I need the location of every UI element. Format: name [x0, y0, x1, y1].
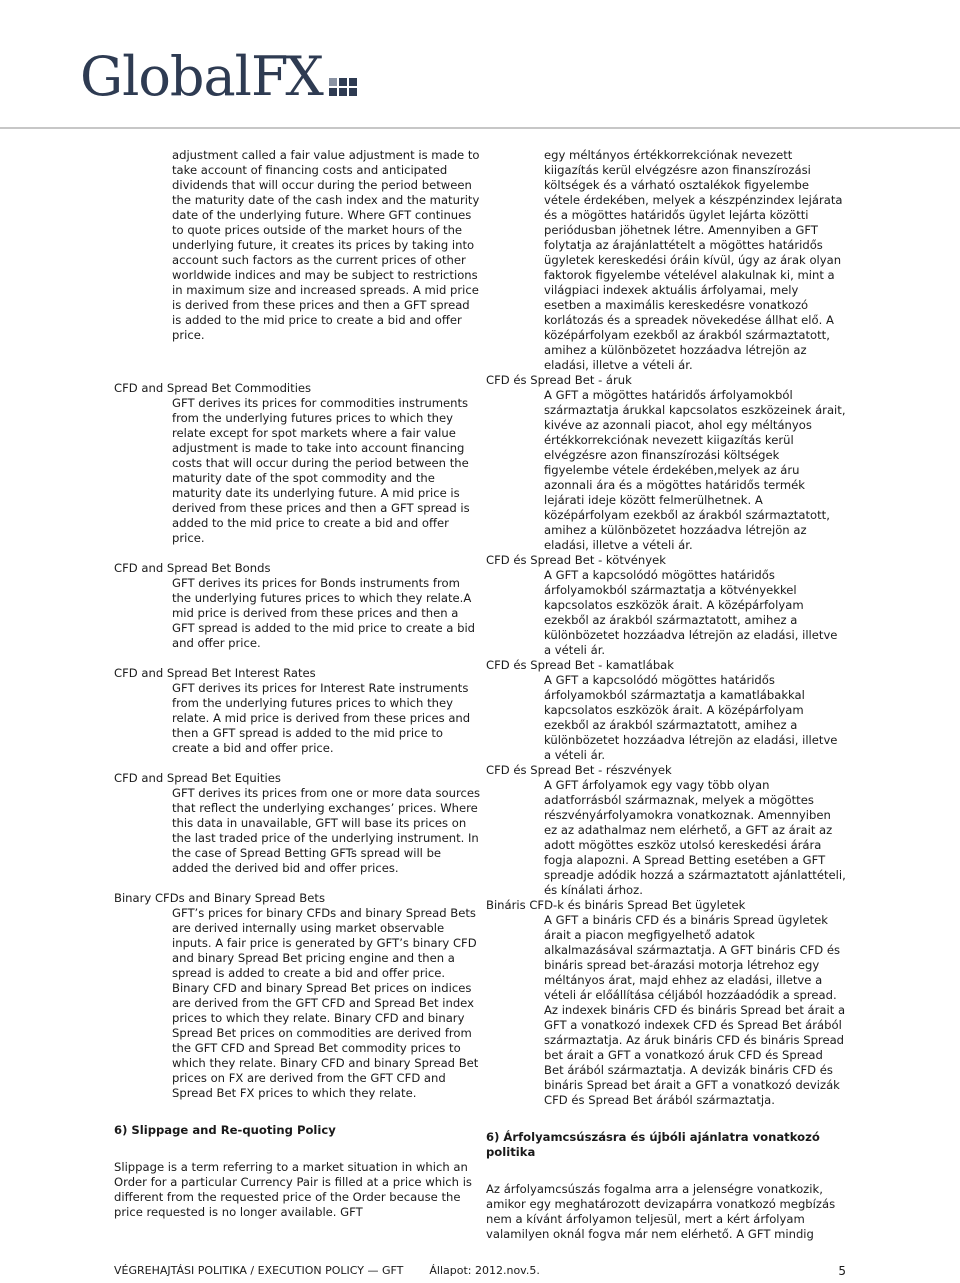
- logo-squares-icon: [329, 78, 357, 96]
- section-binary: [114, 891, 480, 1101]
- section-kotvenyek: [486, 553, 846, 658]
- footer-title: VÉGREHAJTÁSI POLITIKA / EXECUTION POLICY — GFT: [114, 1264, 404, 1277]
- section-commodities: [114, 381, 480, 546]
- section-body: GFT derives its prices for commodities instruments from the underlying futures prices to which they relate except for spot markets where a fair value adjustment is made to take into account financing costs that will occur during the period between the maturity date of the spot commodity and the maturity date its underlying future. A mid price is derived from these prices and then a GFT spread is added to the mid price to create a bid and offer price.: [172, 396, 470, 545]
- section-heading: CFD and Spread Bet Bonds: [114, 561, 271, 575]
- intro-paragraph: egy méltányos értékkorrekciónak nevezett kiigazítás kerül elvégzésre azon finanszírozási költségek és a várható osztalékok figyelembe vétele érdekében, melyek a készpénzindex lejárata és a mögöttes határidős ügylet lejárta közötti periódusban jöhetnek létre. Amennyiben a GFT folytatja az árajánlattételt a mögöttes határidős ügyletek kereskedési óráin kívül, úgy az árak olyan faktorok figyelembe vételével alakulnak ki, mint a világpiaci indexek aktuális árfolyamai, mely esetben a maximális kereskedésre vonatkozó korlátozás és a spreadek növekedése állhat elő. A középárfolyam ezekből az árakból származtatott, amihez a különbözetet hozzáadva létrejön az eladási, illetve a vételi ár.: [544, 148, 843, 372]
- slippage-paragraph: Slippage is a term referring to a market situation in which an Order for a particular Currency Pair is filled at a price which is different from the requested price of the Order because the price requested is no longer available. GFT: [114, 1160, 472, 1219]
- slippage-paragraph: Az árfolyamcsúszás fogalma arra a jelenségre vonatkozik, amikor egy meghatározott devizapárra vonatkozó megbízás nem a kívánt árfolyamon teljesül, mert a kért árfolyam valamilyen oknál fogva már nem elérhető. A GFT mindig: [486, 1182, 836, 1241]
- section-heading: CFD és Spread Bet - áruk: [486, 373, 632, 387]
- section-body: GFT’s prices for binary CFDs and binary Spread Bets are derived internally using market observable inputs. A fair price is generated by GFT’s binary CFD and binary Spread Bet pricing engine and then a spread is added to create a bid and offer price. Binary CFD and binary Spread Bet prices on indices are derived from the GFT CFD and Spread Bet index prices to which they relate. Binary CFD and binary Spread Bet prices on commodities are derived from the GFT CFD and Spread Bet commodity prices to which they relate. Binary CFD and binary Spread Bet prices on FX are derived from the GFT CFD and Spread Bet FX prices to which they relate.: [172, 906, 479, 1100]
- section-body: GFT derives its prices for Bonds instruments from the underlying futures prices to which they relate.A mid price is derived from these prices and then a GFT spread is added to the mid price to create a bid and offer price.: [172, 576, 476, 650]
- section-heading: Binary CFDs and Binary Spread Bets: [114, 891, 325, 905]
- header-rule: [0, 127, 960, 129]
- page-number: 5: [838, 1264, 846, 1278]
- page-footer: [114, 1264, 846, 1278]
- section-body: A GFT a kapcsolódó mögöttes határidős árfolyamokból származtatja a kötvényekkel kapcsolatos eszközök árait. A középárfolyam ezekből az árakból származtatott, amihez a különbözetet hozzáadva létrejön az eladási, illetve a vételi ár.: [544, 568, 838, 657]
- section-body: GFT derives its prices from one or more data sources that reflect the underlying exchanges’ prices. Where this data in unavailable, GFT will base its prices on the last traded price of the underlying instrument. In the case of Spread Betting GFTs spread will be added the derived bid and offer prices.: [172, 786, 481, 875]
- globalfx-logo: [80, 34, 357, 108]
- section-body: GFT derives its prices for Interest Rate instruments from the underlying futures prices to which they relate. A mid price is derived from these prices and then a GFT spread is added to the mid price to create a bid and offer price.: [172, 681, 471, 755]
- section-body: A GFT a bináris CFD és a bináris Spread ügyletek árait a piacon megfigyelhető adatok alkalmazásával származtatja. A GFT bináris CFD és bináris spread bet-árazási motorja létrehoz egy méltányos árat, majd ehhez az eladási, illetve a vételi ár előállítása céljából hozzáadódik a spread. Az indexek bináris CFD és bináris Spread bet árait a GFT a vonatkozó indexek CFD és Spread Bet árából származtatja. Az áruk bináris CFD és bináris Spread bet árait a GFT a vonatkozó áruk CFD és Spread Bet árából származtatja. A devizák bináris CFD és bináris Spread bet árait a GFT a vonatkozó devizák CFD és Spread Bet árából származtatja.: [544, 913, 846, 1107]
- section-body: A GFT árfolyamok egy vagy több olyan adatforrásból származnak, melyek a mögöttes részvényárfolyamokra vonatkoznak. Amennyiben ez az adathalmaz nem elérhető, a GFT az árait az adott mögöttes eszköz utolsó kereskedési árára fogja alapozni. A Spread Betting esetében a GFT spreadje adódik hozzá a származtatott ajánlattételi, és kínálati árhoz.: [544, 778, 846, 897]
- logo-word: Global: [80, 45, 251, 108]
- english-column: [114, 148, 480, 1235]
- section-heading: CFD and Spread Bet Equities: [114, 771, 281, 785]
- logo-fx: FX: [250, 45, 321, 108]
- section-reszvenyek: [486, 763, 846, 898]
- section-binaris: [486, 898, 846, 1108]
- intro-paragraph: adjustment called a fair value adjustment is made to take account of financing costs and anticipated dividends that will occur during the period between the maturity date of the cash index and the maturity date of the underlying future. Where GFT continues to quote prices outside of the market hours of the underlying future, it creates its prices by taking into account such factors as the current prices of other worldwide indices and may be subject to restrictions in maximum size and increased spreads. A mid price is derived from these prices and then a GFT spread is added to the mid price to create a bid and offer price.: [172, 148, 480, 342]
- section-equities: [114, 771, 480, 876]
- section-kamatlabak: [486, 658, 846, 763]
- section-heading: CFD and Spread Bet Commodities: [114, 381, 312, 395]
- section-body: A GFT a kapcsolódó mögöttes határidős árfolyamokból származtatja a kamatlábakkal kapcsolatos eszközök árait. A középárfolyam ezekből az árakból származtatott, amihez a különbözetet hozzáadva létrejön az eladási, illetve a vételi ár.: [544, 673, 838, 762]
- section-heading: Bináris CFD-k és bináris Spread Bet ügyletek: [486, 898, 746, 912]
- footer-status: Állapot: 2012.nov.5.: [429, 1264, 540, 1277]
- section-heading: CFD és Spread Bet - részvények: [486, 763, 672, 777]
- slippage-section-title: 6) Árfolyamcsúszásra és újbóli ajánlatra vonatkozó politika: [486, 1130, 820, 1159]
- section-heading: CFD és Spread Bet - kötvények: [486, 553, 666, 567]
- section-heading: CFD és Spread Bet - kamatlábak: [486, 658, 674, 672]
- section-aruk: [486, 373, 846, 553]
- section-body: A GFT a mögöttes határidős árfolyamokból származtatja árukkal kapcsolatos eszközeinek árait, kivéve az azonnali piacot, ahol egy méltányos értékkorrekciónak nevezett kiigazítás kerül elvégzésre azon finanszírozási költségek figyelembe vétele érdekében,melyek az áru azonnali ára és a mögöttes határidős termék lejárati ideje között felmerülhetnek. A középárfolyam ezekből az árakból származtatott, amihez a különbözetet hozzáadva létrejön az eladási, illetve a vételi ár.: [544, 388, 846, 552]
- hungarian-column: [486, 148, 846, 1257]
- section-bonds: [114, 561, 480, 651]
- slippage-section-title: 6) Slippage and Re-quoting Policy: [114, 1123, 336, 1137]
- section-interest-rates: [114, 666, 480, 756]
- section-heading: CFD and Spread Bet Interest Rates: [114, 666, 316, 680]
